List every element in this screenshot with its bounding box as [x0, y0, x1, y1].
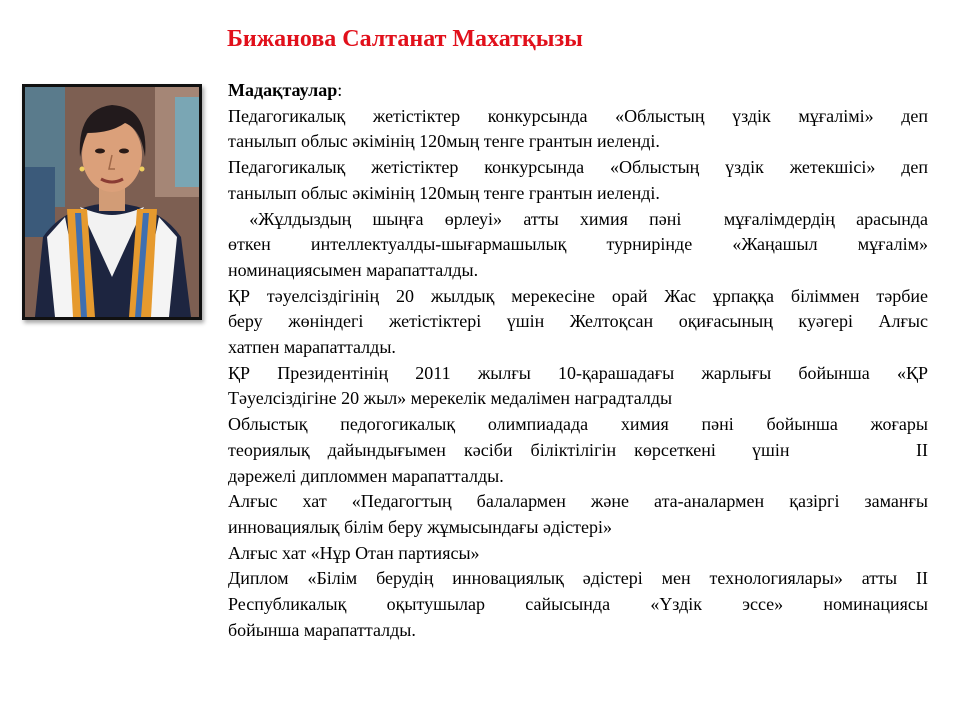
award-line: бойынша марапатталды.: [228, 619, 416, 640]
award-8: [228, 541, 928, 567]
award-line: Алғыс хат «Нұр Отан партиясы»: [228, 542, 480, 563]
award-line: Облыстық педогогикалық олимпиадада химия пәні бойынша жоғары: [228, 414, 928, 435]
award-line: инновациялық білім беру жұмысындағы әдістері»: [228, 516, 612, 537]
award-line: Педагогикалық жетістіктер конкурсында «Облыстың үздік мұғалімі» деп: [228, 105, 928, 126]
award-line: өткен интеллектуалды-шығармашылық турнирінде «Жаңашыл мұғалім»: [228, 234, 928, 255]
awards-text-block: [228, 78, 928, 643]
portrait-image: [25, 87, 199, 317]
award-line: Педагогикалық жетістіктер конкурсында «Облыстың үздік жетекшісі» деп: [228, 157, 928, 178]
award-line: Республикалық оқытушылар сайысында «Үздік эссе» номинациясы: [228, 594, 928, 615]
slide-title: Бижанова Салтанат Махатқызы: [227, 26, 583, 52]
award-line: номинациясымен марапатталды.: [228, 259, 479, 280]
award-5: [228, 361, 928, 412]
award-line: Алғыс хат «Педагогтың балалармен және ата-аналармен қазіргі заманғы: [228, 491, 928, 512]
award-line: ҚР тәуелсіздігінің 20 жылдық мерекесіне орай Жас ұрпаққа біліммен тәрбие: [228, 285, 928, 306]
award-line: дәрежелі дипломмен марапатталды.: [228, 465, 504, 486]
award-line: хатпен марапатталды.: [228, 337, 396, 358]
award-line: беру жөніндегі жетістіктері үшін Желтоқсан оқиғасының куәгері Алғыс: [228, 311, 928, 332]
award-4: [228, 284, 928, 361]
portrait-photo: [22, 84, 202, 320]
award-line: ҚР Президентінің 2011 жылғы 10-қарашадағы жарлығы бойынша «ҚР: [228, 362, 928, 383]
awards-heading: Мадақтаулар:: [228, 80, 343, 100]
award-9: [228, 566, 928, 643]
award-line: теориялық дайындығымен кәсіби біліктілігін көрсеткені үшін II: [228, 439, 928, 460]
award-line: Тәуелсіздігіне 20 жыл» мерекелік медалімен наградталды: [228, 388, 673, 409]
award-line: танылып облыс әкімінің 120мың тенге грантын иеленді.: [228, 131, 660, 152]
award-1: [228, 104, 928, 155]
award-7: [228, 489, 928, 540]
award-line: Диплом «Білім берудің инновациялық әдістері мен технологиялары» атты II: [228, 568, 928, 589]
award-6: [228, 412, 928, 489]
award-2: [228, 155, 928, 206]
award-line: танылып облыс әкімінің 120мың тенге грантын иеленді.: [228, 182, 660, 203]
award-3: [228, 207, 928, 284]
award-line: «Жұлдыздың шыңға өрлеуі» атты химия пәні мұғалімдердің арасында: [228, 208, 928, 229]
